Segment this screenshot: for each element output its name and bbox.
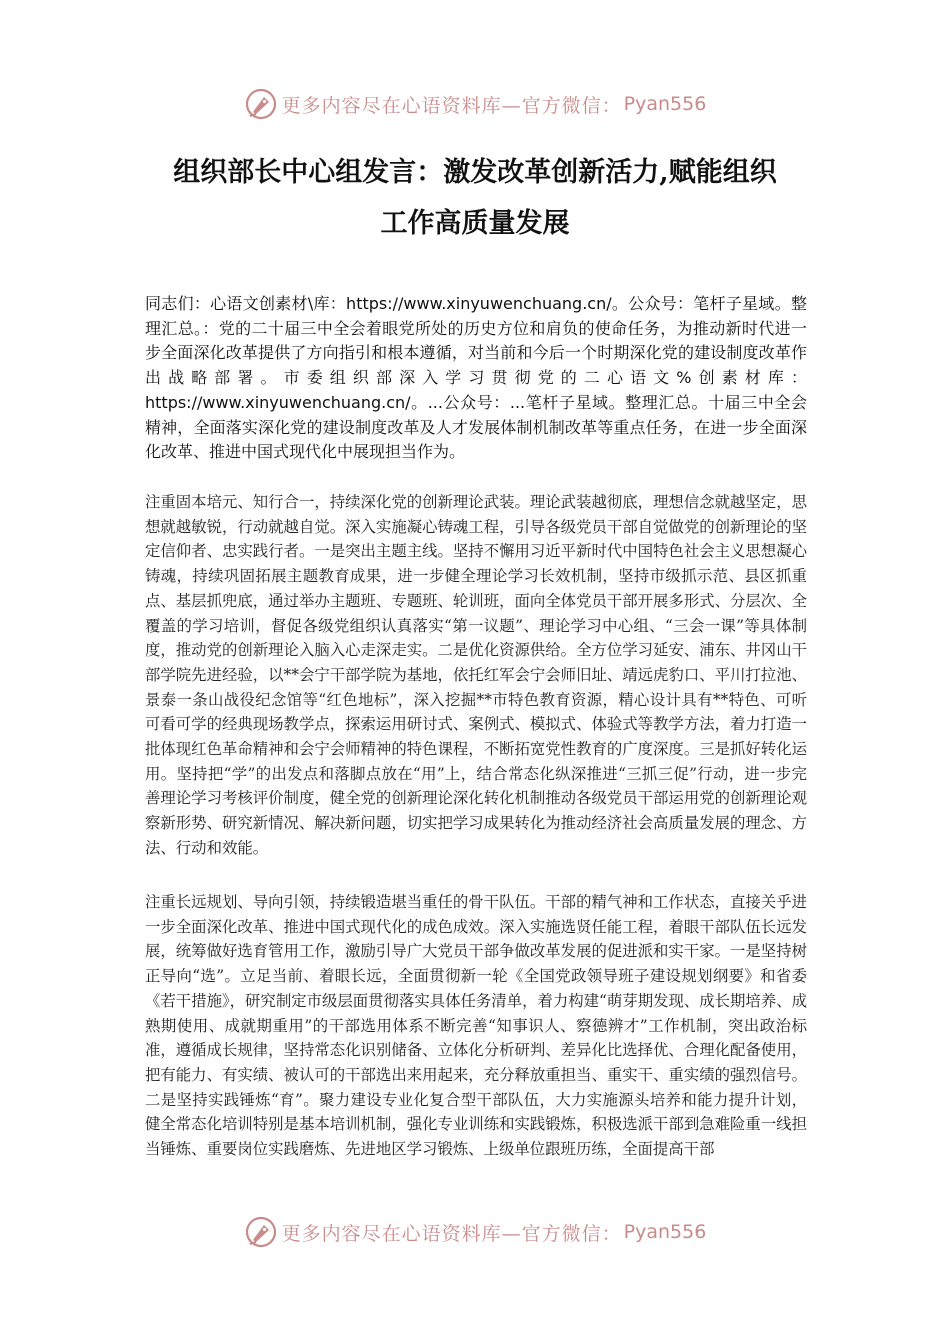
banner-wechat-handle: Pyan556 [623, 93, 707, 115]
header-banner [0, 84, 950, 124]
footer-banner [0, 1212, 950, 1252]
document-title-line-1: 组织部长中心组发言：激发改革创新活力,赋能组织 [173, 157, 777, 188]
body-paragraph: 注重长远规划、导向引领，持续锻造堪当重任的骨干队伍。干部的精气神和工作状态，直接关乎进一步全面深化改革、推进中国式现代化的成色成效。深入实施选贤任能工程，着眼干部队伍长远发展，统筹做好选育管用工作，激励引导广大党员干部争做改革发展的促进派和实干家。一是坚持树正导向“选”。立足当前、着眼长远，全面贯彻新一轮《全国党政领导班子建设规划纲要》和省委《若干措施》，研究制定市级层面贯彻落实具体任务清单，着力构建“萌芽期发现、成长期培养、成熟期使用、成就期重用”的干部选用体系不断完善“知事识人、察德辨才”工作机制，突出政治标准，遵循成长规律，坚持常态化识别储备、立体化分析研判、差异化比选择优、合理化配备使用，把有能力、有实绩、被认可的干部选出来用起来，充分释放重担当、重实干、重实绩的强烈信号。二是坚持实践锤炼“育”。聚力建设专业化复合型干部队伍，大力实施源头培养和能力提升计划，健全常态化培训特别是基本培训机制，强化专业训练和实践锻炼，积极选派干部到急难险重一线担当锤炼、重要岗位实践磨炼、先进地区学习锻炼、上级单位跟班历练，全面提高干部 [145, 893, 807, 1159]
intro-paragraph: 同志们：心语文创素材\库：https://www.xinyuwenchuang.cn/。公众号：笔杆子星域。整理汇总。：党的二十届三中全会着眼党所处的历史方位和肩负的使命任务，为推动新时代进一步全面深化改革提供了方向指引和根本遵循，对当前和今后一个时期深化党的建设制度改革作出战略部署。市委组织部深入学习贯彻党的二心语文%创素材库：https://www.xinyuwenchuang.cn/。...公众号：...笔杆子星域。整理汇总。十届三中全会精神，全面落实深化党的建设制度改革及人才发展体制机制改革等重点任务，在进一步全面深化改革、推进中国式现代化中展现担当作为。 [145, 294, 807, 462]
fountain-pen-nib-icon [244, 1215, 278, 1249]
document-title-line-2: 工作高质量发展 [380, 208, 570, 239]
fountain-pen-nib-icon [244, 87, 278, 121]
banner-text: 更多内容尽在心语资料库—官方微信： [281, 1222, 622, 1245]
banner-text: 更多内容尽在心语资料库—官方微信： [281, 94, 622, 117]
banner-wechat-handle: Pyan556 [623, 1221, 707, 1243]
body-paragraph: 注重固本培元、知行合一，持续深化党的创新理论武装。理论武装越彻底，理想信念就越坚定，思想就越敏锐，行动就越自觉。深入实施凝心铸魂工程，引导各级党员干部自觉做党的创新理论的坚定信仰者、忠实践行者。一是突出主题主线。坚持不懈用习近平新时代中国特色社会主义思想凝心铸魂，持续巩固拓展主题教育成果，进一步健全理论学习长效机制，坚持市级抓示范、县区抓重点、基层抓兜底，通过举办主题班、专题班、轮训班，面向全体党员干部开展多形式、分层次、全覆盖的学习培训，督促各级党组织认真落实“第一议题”、理论学习中心组、“三会一课”等具体制度，推动党的创新理论入脑入心走深走实。二是优化资源供给。全方位学习延安、浦东、井冈山干部学院先进经验，以**会宁干部学院为基地，依托红军会宁会师旧址、靖远虎豹口、平川打拉池、景泰一条山战役纪念馆等“红色地标”，深入挖掘**市特色教育资源，精心设计具有**特色、可听可看可学的经典现场教学点，探索运用研讨式、案例式、模拟式、体验式等教学方法，着力打造一批体现红色革命精神和会宁会师精神的特色课程，不断拓宽党性教育的广度深度。三是抓好转化运用。坚持把“学”的出发点和落脚点放在“用”上，结合常态化纵深推进“三抓三促”行动，进一步完善理论学习考核评价制度，健全党的创新理论深化转化机制推动各级党员干部运用党的创新理论观察新形势、研究新情况、解决新问题，切实把学习成果转化为推动经济社会高质量发展的理念、方法、行动和效能。 [145, 493, 807, 857]
